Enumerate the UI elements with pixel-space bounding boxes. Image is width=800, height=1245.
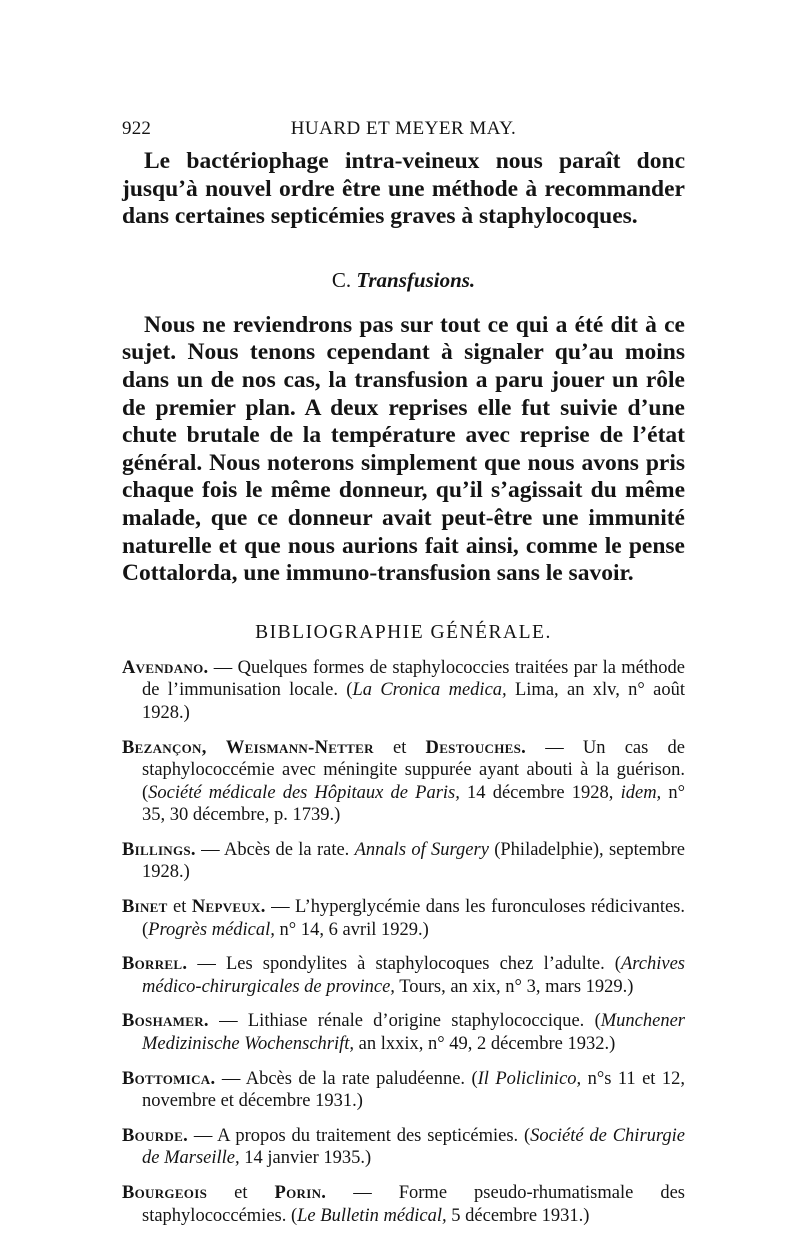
bib-tail: Lima, an xlv, n° août 1928.) bbox=[142, 680, 685, 723]
bib-author: Destouches. bbox=[425, 737, 527, 758]
section-title: Transfusions. bbox=[356, 267, 476, 292]
bibliography-list bbox=[122, 657, 685, 1227]
bib-entry bbox=[122, 1010, 685, 1055]
bib-journal: Munchener Medizinische Wochenschrift, bbox=[142, 1011, 685, 1055]
bib-conjunction: et bbox=[167, 897, 192, 918]
bib-tail: n° 35, 30 décembre, p. 1739.) bbox=[142, 782, 686, 826]
bib-journal: Société de Chirurgie de Marseille, bbox=[142, 1125, 686, 1169]
bib-tail: an lxxix, n° 49, 2 décembre 1932.) bbox=[354, 1034, 616, 1055]
bib-text: — Quelques formes de staphylococcies traitées par la méthode de l’immunisation locale. ( bbox=[142, 657, 685, 701]
bib-text: — Un cas de staphylococcémie avec méningite suppurée ayant abouti à la guérison. ( bbox=[142, 737, 685, 803]
bib-conjunction: et bbox=[373, 737, 426, 758]
running-header bbox=[122, 118, 685, 146]
bib-entry bbox=[122, 1068, 685, 1113]
bib-author: Boshamer. bbox=[122, 1011, 209, 1032]
bib-journal: Annals of Surgery bbox=[354, 839, 489, 860]
bib-author: Avendano. bbox=[122, 657, 209, 678]
bib-conjunction: et bbox=[207, 1183, 275, 1203]
bib-author: Bourde. bbox=[122, 1125, 189, 1146]
section-heading bbox=[122, 268, 685, 292]
bib-entry bbox=[122, 657, 685, 725]
bib-tail: 5 décembre 1931.) bbox=[446, 1205, 590, 1226]
bib-journal: La Cronica medica, bbox=[352, 680, 507, 701]
bib-entry bbox=[122, 896, 685, 941]
bib-tail: 14 décembre 1928, bbox=[459, 782, 621, 803]
bib-journal: Il Policlinico, bbox=[477, 1068, 582, 1089]
section-letter: C. bbox=[331, 267, 352, 292]
bib-entry bbox=[122, 1182, 685, 1227]
page-number: 922 bbox=[122, 118, 152, 139]
paragraph-transfusions: Nous ne reviendrons pas sur tout ce qui a été dit à ce sujet. Nous tenons cependant à signaler qu’au moins dans un de nos cas, la transfusion a paru jouer un rôle de premier plan. A deux reprises elle fut suivie d’une chute brutale de la température avec reprise de l’état général. Nous noterons simplement que nous avons pris chaque fois le même donneur, qu’il s’agissait du même malade, que ce donneur avait peut-être une immunité naturelle et que nous aurions fait ainsi, comme le pense Cottalorda, une immuno-transfusion sans le savoir. bbox=[122, 311, 685, 587]
bib-text: — Abcès de la rate paludéenne. ( bbox=[215, 1068, 478, 1089]
bib-text: — Les spondylites à staphylocoques chez l’adulte. ( bbox=[187, 954, 621, 975]
bib-entry bbox=[122, 737, 685, 827]
bib-journal: Archives médico-chirurgicales de province, bbox=[142, 954, 685, 997]
bib-idem: idem, bbox=[620, 782, 662, 803]
bib-text: — L’hyperglycémie dans les furonculoses rédicivantes. ( bbox=[142, 897, 685, 940]
bib-tail: Tours, an xix, n° 3, mars 1929.) bbox=[394, 976, 634, 997]
bib-entry bbox=[122, 953, 685, 998]
bib-tail: (Philadelphie), septembre 1928.) bbox=[142, 839, 686, 883]
bib-author: Billings. bbox=[122, 839, 196, 860]
bib-author: Porin. bbox=[274, 1183, 327, 1203]
bibliography-heading: BIBLIOGRAPHIE GÉNÉRALE. bbox=[255, 621, 552, 643]
bib-author: Borrel. bbox=[122, 954, 188, 975]
running-title: HUARD ET MEYER MAY. bbox=[290, 118, 517, 139]
paragraph-bacteriophage: Le bactériophage intra-veineux nous paraît donc jusqu’à nouvel ordre être une méthode à recommander dans certaines septicémies graves à staphylocoques. bbox=[122, 148, 685, 230]
bib-journal: Progrès médical, bbox=[148, 919, 275, 940]
bib-tail: n°s 11 et 12, novembre et décembre 1931.) bbox=[142, 1068, 685, 1112]
bib-entry bbox=[122, 1125, 685, 1170]
bib-author: Bottomica. bbox=[122, 1068, 216, 1089]
bib-tail: 14 janvier 1935.) bbox=[239, 1148, 372, 1169]
bib-author: Bourgeois bbox=[122, 1183, 208, 1203]
bib-text: — Abcès de la rate. bbox=[195, 839, 355, 860]
bib-text: — A propos du traitement des septicémies. ( bbox=[188, 1125, 531, 1146]
bib-text: — Forme pseudo-rhumatismale des staphylococcémies. ( bbox=[142, 1183, 685, 1226]
page bbox=[122, 118, 685, 1239]
bib-author: Bezançon, Weismann-Netter bbox=[122, 737, 374, 758]
bib-text: — Lithiase rénale d’origine staphylococcique. ( bbox=[208, 1011, 601, 1032]
bib-author: Nepveux. bbox=[191, 897, 266, 918]
bib-tail: n° 14, 6 avril 1929.) bbox=[274, 919, 429, 940]
bib-entry bbox=[122, 839, 685, 884]
bib-journal: Société médicale des Hôpitaux de Paris, bbox=[148, 782, 460, 803]
bib-journal: Le Bulletin médical, bbox=[297, 1205, 447, 1226]
bib-author: Binet bbox=[122, 897, 168, 918]
